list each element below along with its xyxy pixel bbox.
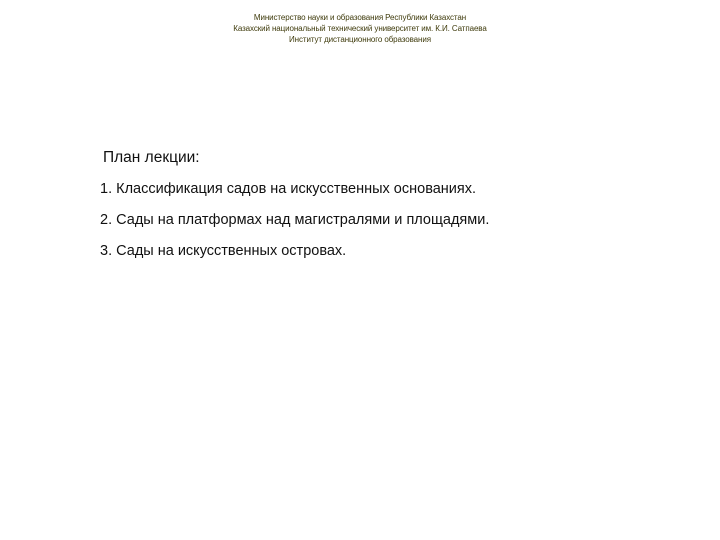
lecture-plan: [100, 148, 489, 273]
lecture-plan-list: [100, 180, 489, 260]
list-item: 1. Классификация садов на искусственных основаниях.: [100, 181, 477, 197]
university-line: Казахский национальный технический университет им. К.И. Сатпаева: [233, 24, 487, 33]
ministry-line: Министерство науки и образования Республики Казахстан: [253, 13, 467, 22]
list-item: 2. Сады на платформах над магистралями и площадями.: [100, 212, 490, 228]
institute-line: Институт дистанционного образования: [289, 35, 431, 44]
institution-header: [0, 12, 720, 45]
list-item: 3. Сады на искусственных островах.: [100, 243, 347, 259]
lecture-plan-title: План лекции:: [103, 149, 200, 166]
